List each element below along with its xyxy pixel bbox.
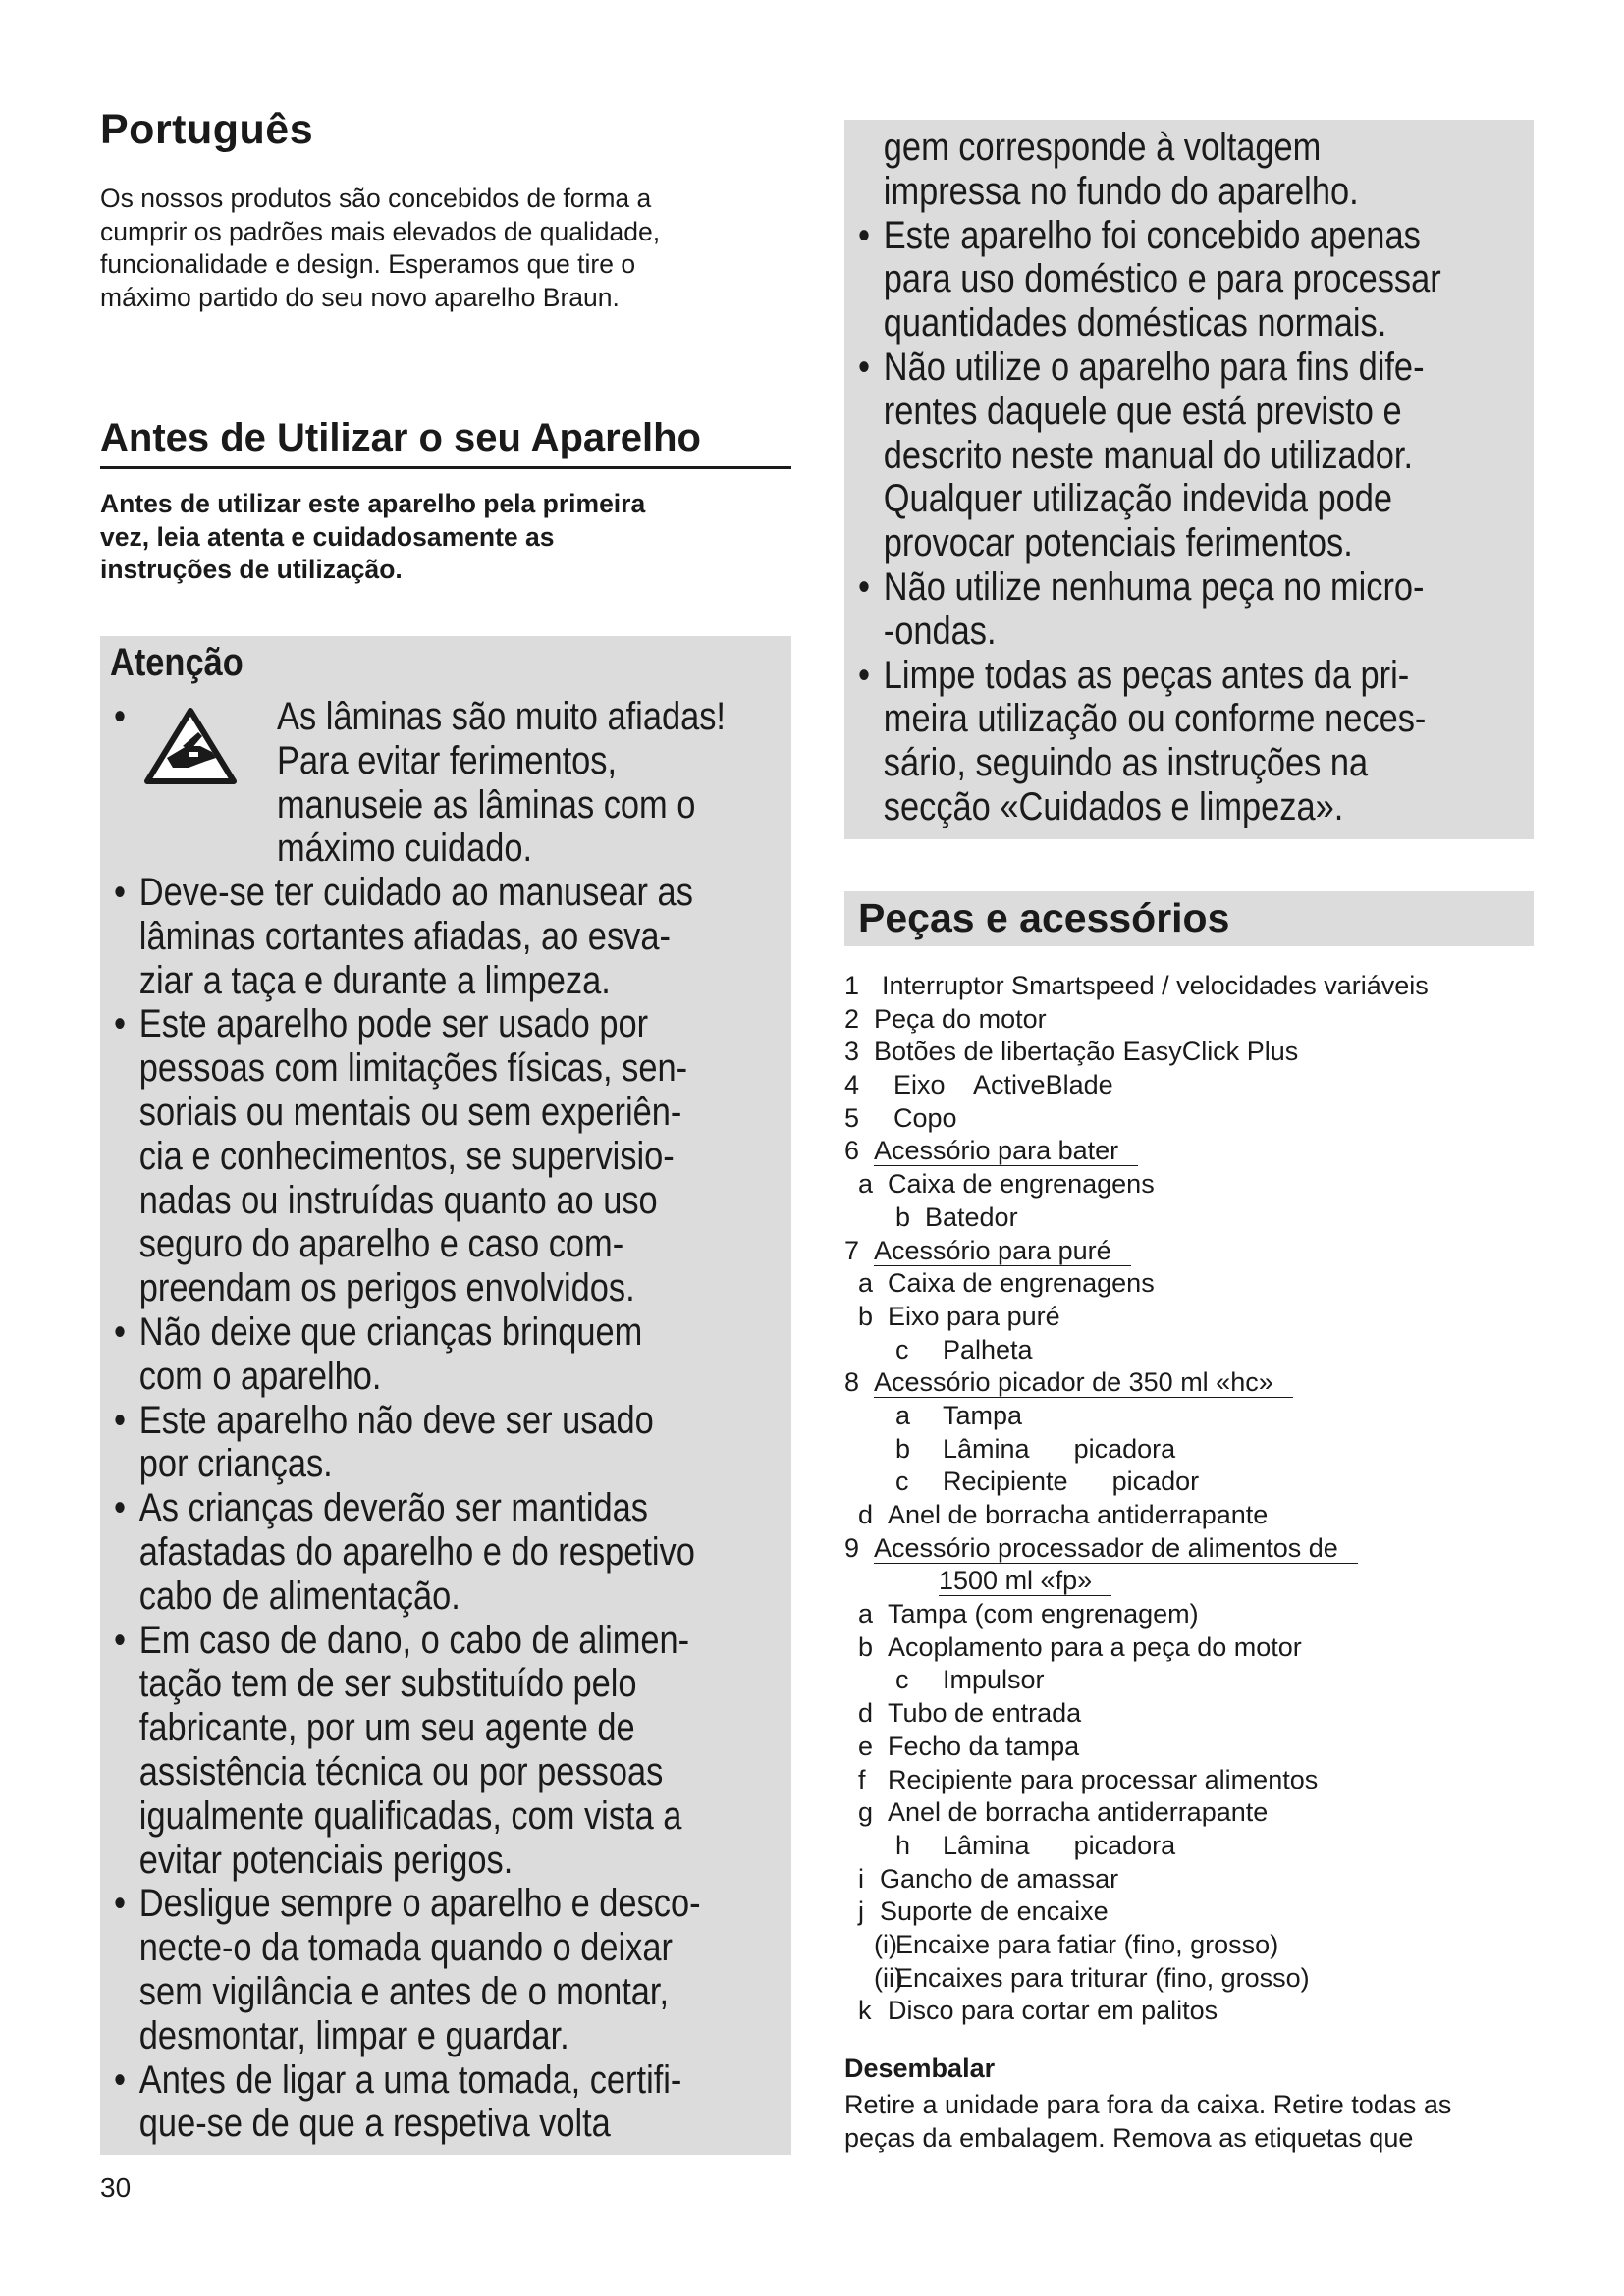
warning-line: fabricante, por um seu agente de bbox=[138, 1706, 635, 1750]
warning-line: Não utilize o aparelho para fins dife- bbox=[883, 345, 1425, 389]
warning-item-text bbox=[139, 1310, 642, 1399]
parts-item-text: Acessório para puré bbox=[874, 1236, 1131, 1266]
warning-item-text bbox=[139, 1486, 695, 1618]
parts-item-number: b bbox=[895, 1201, 911, 1232]
parts-list-item bbox=[844, 1069, 1571, 1102]
intro-line: funcionalidade e design. Esperamos que tire o bbox=[100, 249, 636, 279]
parts-item-number: 6 bbox=[844, 1136, 860, 1166]
intro-line: cumprir os padrões mais elevados de qualidade, bbox=[100, 216, 661, 246]
warning-line: Para evitar ferimentos, bbox=[277, 738, 618, 782]
warning-item bbox=[114, 871, 701, 1002]
parts-item-text: Copo bbox=[893, 1102, 957, 1133]
parts-item-text: Tampa (com engrenagem) bbox=[888, 1599, 1199, 1629]
warning-line: meira utilização ou conforme neces- bbox=[883, 697, 1427, 741]
parts-item-text: 1500 ml «fp» bbox=[939, 1566, 1111, 1596]
parts-item-text: Fecho da tampa bbox=[888, 1731, 1080, 1761]
parts-list-item bbox=[844, 970, 1571, 1003]
warning-item bbox=[114, 2058, 701, 2147]
warning-line: Desligue sempre o aparelho e desco- bbox=[138, 1882, 701, 1926]
parts-list-item bbox=[844, 1830, 1571, 1863]
warning-item bbox=[858, 654, 1441, 829]
parts-list-item bbox=[844, 1301, 1571, 1334]
warning-line: Em caso de dano, o cabo de alimen- bbox=[138, 1618, 690, 1662]
warning-line: por crianças. bbox=[138, 1442, 333, 1486]
warning-line: Antes de ligar a uma tomada, certifi- bbox=[138, 2057, 682, 2102]
intro-line: máximo partido do seu novo aparelho Braun. bbox=[100, 282, 620, 312]
parts-list-item bbox=[844, 1764, 1571, 1797]
parts-list-item bbox=[844, 1598, 1571, 1631]
warning-line: provocar potenciais ferimentos. bbox=[883, 521, 1353, 565]
page-number: 30 bbox=[100, 2172, 132, 2203]
parts-item-number: 7 bbox=[844, 1235, 860, 1265]
parts-item-number: b bbox=[895, 1433, 911, 1464]
bullet: • bbox=[114, 1398, 127, 1442]
parts-item-text: Impulsor bbox=[943, 1665, 1045, 1695]
parts-list-item bbox=[844, 1995, 1571, 2028]
warning-line: impressa no fundo do aparelho. bbox=[883, 169, 1359, 213]
warning-box bbox=[100, 636, 791, 2155]
warning-line: soriais ou mentais ou sem experiên- bbox=[138, 1090, 682, 1134]
parts-item-number: a bbox=[858, 1169, 874, 1200]
parts-list-item bbox=[844, 1664, 1571, 1697]
parts-list-item bbox=[844, 1366, 1571, 1400]
parts-list bbox=[844, 970, 1571, 2028]
warning-line: cia e conhecimentos, se supervisio- bbox=[138, 1134, 675, 1178]
warning-line: descrito neste manual do utilizador. bbox=[883, 433, 1414, 477]
warning-item bbox=[114, 1619, 701, 1883]
parts-list-item bbox=[844, 1135, 1571, 1168]
warning-box-continued bbox=[844, 120, 1534, 839]
parts-item-number: g bbox=[858, 1797, 874, 1828]
warning-line: afastadas do aparelho e do respetivo bbox=[138, 1529, 695, 1574]
bullet: • bbox=[114, 695, 127, 738]
parts-item-text: Suporte de encaixe bbox=[880, 1896, 1109, 1927]
warning-line: máximo cuidado. bbox=[277, 827, 533, 871]
unpack-heading: Desembalar bbox=[844, 2054, 996, 2083]
warning-line: As lâminas são muito afiadas! bbox=[277, 695, 726, 738]
parts-item-text: Tubo de entrada bbox=[888, 1698, 1082, 1729]
before-use-paragraph bbox=[100, 488, 778, 587]
warning-line: sem vigilância e antes de o montar, bbox=[138, 1969, 670, 2013]
warning-item bbox=[858, 565, 1441, 654]
parts-item-text: Recipiente para processar alimentos bbox=[888, 1764, 1319, 1794]
parts-item-number: b bbox=[858, 1631, 874, 1662]
parts-item-text: Acoplamento para a peça do motor bbox=[888, 1631, 1302, 1662]
warning-line: secção «Cuidados e limpeza». bbox=[883, 784, 1344, 828]
warning-line: Este aparelho foi concebido apenas bbox=[883, 213, 1421, 257]
parts-item-text: Anel de borracha antiderrapante bbox=[888, 1500, 1269, 1529]
warning-title: Atenção bbox=[110, 641, 244, 684]
unpack-line: Retire a unidade para fora da caixa. Retire todas as bbox=[844, 2090, 1452, 2119]
parts-item-number: c bbox=[895, 1665, 909, 1695]
parts-item-number: i bbox=[858, 1863, 864, 1894]
parts-item-text: Palheta bbox=[943, 1334, 1033, 1364]
warning-line: Este aparelho não deve ser usado bbox=[138, 1398, 654, 1442]
parts-list-item bbox=[844, 1433, 1571, 1467]
bullet: • bbox=[114, 1618, 127, 1662]
parts-item-number: c bbox=[895, 1334, 909, 1364]
warning-line: lâminas cortantes afiadas, ao esva- bbox=[138, 914, 671, 958]
warning-line: desmontar, limpar e guardar. bbox=[138, 2013, 569, 2057]
warning-first-item bbox=[277, 695, 726, 871]
parts-list-item bbox=[844, 1267, 1571, 1301]
warning-item-text bbox=[139, 1619, 689, 1883]
warning-line: preendam os perigos envolvidos. bbox=[138, 1266, 635, 1310]
parts-item-text: Tampa bbox=[943, 1400, 1023, 1430]
parts-item-text: Anel de borracha antiderrapante bbox=[888, 1797, 1269, 1828]
warning-line: quantidades domésticas normais. bbox=[883, 301, 1387, 346]
parts-item-text: Interruptor Smartspeed / velocidades variáveis bbox=[882, 971, 1429, 1000]
parts-list-item bbox=[844, 1168, 1571, 1201]
parts-item-text: Botões de libertação EasyClick Plus bbox=[874, 1037, 1299, 1067]
parts-item-text: Caixa de engrenagens bbox=[888, 1169, 1155, 1200]
warning-line: seguro do aparelho e caso com- bbox=[138, 1222, 624, 1266]
warning-item bbox=[858, 214, 1441, 346]
warning-item-text bbox=[884, 214, 1441, 346]
warning-item-text bbox=[139, 1882, 701, 2057]
parts-list-item bbox=[844, 1863, 1571, 1896]
warning-line: Não utilize nenhuma peça no micro- bbox=[883, 564, 1425, 609]
parts-list-item bbox=[844, 1334, 1571, 1367]
warning-line: nadas ou instruídas quanto ao uso bbox=[138, 1178, 658, 1222]
parts-item-number: (ii) bbox=[874, 1962, 903, 1993]
parts-item-number: j bbox=[858, 1896, 864, 1927]
parts-item-text: Acessório processador de alimentos de bbox=[874, 1533, 1358, 1564]
parts-item-number: 4 bbox=[844, 1070, 860, 1100]
warning-line: Não deixe que crianças brinquem bbox=[138, 1309, 643, 1354]
warning-line: que-se de que a respetiva volta bbox=[138, 2102, 611, 2146]
section-heading-before-use: Antes de Utilizar o seu Aparelho bbox=[100, 416, 791, 469]
parts-item-number: c bbox=[895, 1467, 909, 1497]
parts-item-number: 9 bbox=[844, 1532, 860, 1563]
bullet: • bbox=[114, 2057, 127, 2102]
parts-list-item bbox=[844, 1036, 1571, 1069]
parts-item-number: h bbox=[895, 1830, 911, 1860]
warning-item bbox=[114, 1002, 701, 1310]
parts-list-item bbox=[844, 1896, 1571, 1929]
section-heading-parts: Peças e acessórios bbox=[858, 895, 1230, 940]
bullet: • bbox=[114, 1002, 127, 1046]
warning-line: assistência técnica ou por pessoas bbox=[138, 1749, 664, 1793]
warning-item bbox=[114, 1310, 701, 1399]
parts-item-text: Disco para cortar em palitos bbox=[888, 1996, 1218, 2026]
parts-item-number: 5 bbox=[844, 1102, 860, 1133]
before-use-line: vez, leia atenta e cuidadosamente as bbox=[100, 521, 555, 552]
parts-list-item bbox=[844, 1235, 1571, 1268]
parts-item-text: Peça do motor bbox=[874, 1003, 1047, 1034]
parts-list-item bbox=[844, 1003, 1571, 1037]
parts-list-item bbox=[844, 1532, 1571, 1566]
parts-item-number: f bbox=[858, 1764, 866, 1794]
language-title: Português bbox=[100, 106, 314, 153]
parts-item-text: Eixo ActiveBlade bbox=[893, 1070, 1113, 1100]
intro-paragraph bbox=[100, 183, 768, 314]
parts-item-number: d bbox=[858, 1698, 874, 1729]
parts-list-item bbox=[844, 1400, 1571, 1433]
warning-item-text bbox=[139, 871, 693, 1002]
parts-list-item bbox=[844, 1565, 1571, 1598]
warning-line: pessoas com limitações físicas, sen- bbox=[138, 1046, 688, 1091]
parts-list-item bbox=[844, 1466, 1571, 1499]
warning-item bbox=[114, 1486, 701, 1618]
parts-item-number: (i) bbox=[874, 1929, 897, 1959]
parts-list-item bbox=[844, 1796, 1571, 1830]
unpack-line: peças da embalagem. Remova as etiquetas que bbox=[844, 2122, 1414, 2153]
parts-item-text: Caixa de engrenagens bbox=[888, 1268, 1155, 1299]
warning-line: rentes daquele que está previsto e bbox=[883, 389, 1402, 433]
warning-item-text bbox=[884, 565, 1425, 654]
parts-list-item bbox=[844, 1102, 1571, 1136]
bullet: • bbox=[114, 1882, 127, 1926]
parts-item-text: Encaixes para triturar (fino, grosso) bbox=[895, 1962, 1310, 1993]
parts-item-number: 3 bbox=[844, 1037, 860, 1067]
parts-item-text: Gancho de amassar bbox=[880, 1863, 1119, 1894]
warning-line: Este aparelho pode ser usado por bbox=[138, 1002, 649, 1046]
parts-item-number: 2 bbox=[844, 1003, 860, 1034]
bullet: • bbox=[114, 1309, 127, 1354]
warning-line: -ondas. bbox=[883, 609, 997, 653]
bullet: • bbox=[858, 345, 871, 389]
parts-item-number: e bbox=[858, 1731, 874, 1761]
warning-line: igualmente qualificadas, com vista a bbox=[138, 1793, 682, 1838]
warning-item-text bbox=[139, 1002, 687, 1310]
parts-item-number: 8 bbox=[844, 1367, 860, 1398]
bullet: • bbox=[858, 653, 871, 697]
warning-items bbox=[858, 214, 1441, 829]
warning-item bbox=[858, 346, 1441, 565]
before-use-line: instruções de utilização. bbox=[100, 555, 403, 584]
parts-item-number: k bbox=[858, 1996, 872, 2026]
bullet: • bbox=[114, 871, 127, 914]
warning-line: necte-o da tomada quando o deixar bbox=[138, 1926, 673, 1970]
warning-line: tação tem de ser substituído pelo bbox=[138, 1662, 637, 1706]
warning-line: Qualquer utilização indevida pode bbox=[883, 477, 1393, 521]
parts-heading-bar bbox=[844, 891, 1534, 946]
blade-warning-icon bbox=[143, 707, 238, 785]
parts-item-text: Encaixe para fatiar (fino, grosso) bbox=[895, 1929, 1279, 1959]
parts-list-item bbox=[844, 1731, 1571, 1764]
warning-item-text bbox=[139, 1399, 654, 1487]
warning-line: gem corresponde à voltagem bbox=[883, 126, 1322, 169]
warning-line: ziar a taça e durante a limpeza. bbox=[138, 958, 611, 1002]
warning-line: cabo de alimentação. bbox=[138, 1574, 460, 1618]
warning-line: com o aparelho. bbox=[138, 1354, 382, 1398]
parts-item-text: Lâmina picadora bbox=[943, 1830, 1176, 1860]
parts-list-item bbox=[844, 1499, 1571, 1532]
warning-item-text bbox=[139, 2058, 682, 2147]
parts-item-text: Eixo para puré bbox=[888, 1301, 1060, 1331]
warning-line: sário, seguindo as instruções na bbox=[883, 741, 1369, 785]
bullet: • bbox=[858, 213, 871, 257]
parts-item-text: Acessório para bater bbox=[874, 1136, 1138, 1166]
parts-item-text: Lâmina picadora bbox=[943, 1433, 1176, 1464]
parts-item-number: a bbox=[858, 1268, 874, 1299]
before-use-line: Antes de utilizar este aparelho pela primeira bbox=[100, 489, 646, 518]
warning-item bbox=[114, 1882, 701, 2057]
parts-item-text: Acessório picador de 350 ml «hc» bbox=[874, 1367, 1293, 1398]
parts-item-number: 1 bbox=[844, 971, 860, 1000]
warning-list-continued bbox=[858, 126, 1441, 829]
warning-item-text bbox=[884, 654, 1427, 829]
warning-list bbox=[114, 871, 701, 2146]
warning-line: manuseie as lâminas com o bbox=[277, 782, 696, 827]
parts-item-number: a bbox=[858, 1599, 874, 1629]
bullet: • bbox=[858, 564, 871, 609]
parts-item-number: b bbox=[858, 1301, 874, 1331]
parts-list-item bbox=[844, 1929, 1571, 1962]
warning-line: Limpe todas as peças antes da pri- bbox=[883, 653, 1410, 697]
parts-list-item bbox=[844, 1962, 1571, 1996]
warning-item bbox=[114, 1399, 701, 1487]
warning-line: para uso doméstico e para processar bbox=[883, 257, 1441, 301]
parts-item-text: Recipiente picador bbox=[943, 1467, 1200, 1497]
warning-line: As crianças deverão ser mantidas bbox=[138, 1486, 648, 1530]
intro-line: Os nossos produtos são concebidos de forma a bbox=[100, 184, 652, 213]
parts-list-item bbox=[844, 1631, 1571, 1665]
warning-line: evitar potenciais perigos. bbox=[138, 1838, 514, 1882]
unpack-paragraph bbox=[844, 2089, 1532, 2155]
parts-item-number: a bbox=[895, 1400, 911, 1430]
parts-item-number: d bbox=[858, 1500, 874, 1529]
parts-list-item bbox=[844, 1201, 1571, 1235]
parts-list-item bbox=[844, 1697, 1571, 1731]
warning-item-text bbox=[884, 346, 1425, 565]
warning-line: Deve-se ter cuidado ao manusear as bbox=[138, 871, 693, 914]
parts-item-text: Batedor bbox=[925, 1201, 1018, 1232]
bullet: • bbox=[114, 1486, 127, 1530]
